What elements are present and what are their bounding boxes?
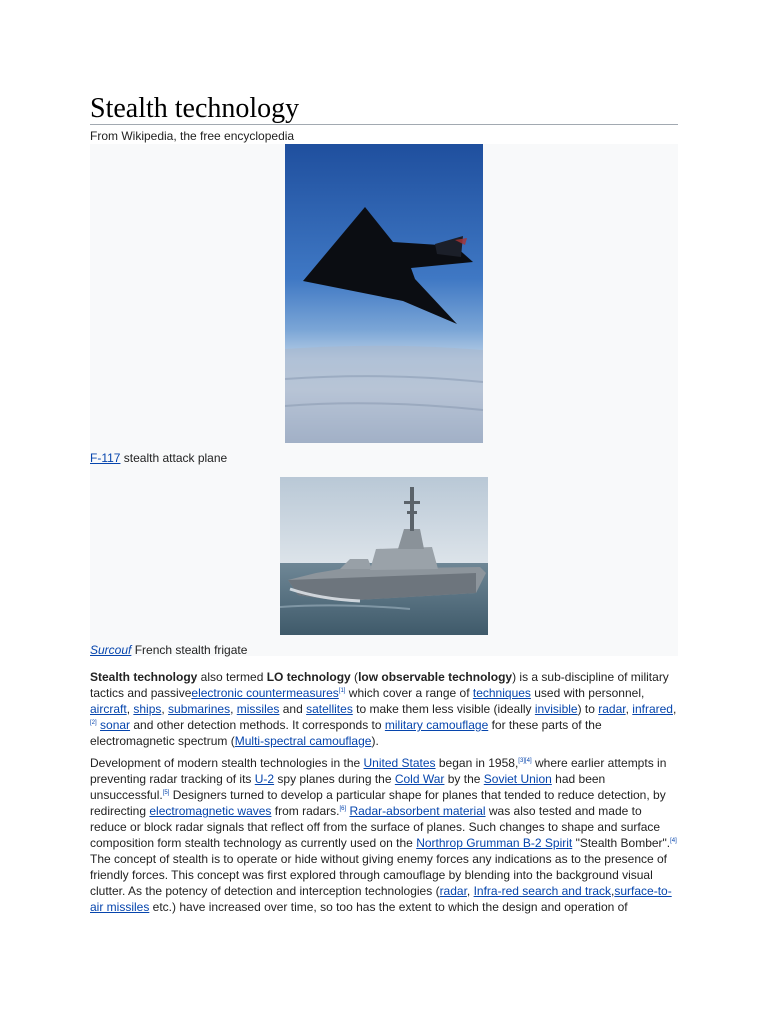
title-divider xyxy=(90,124,678,125)
ref-4[interactable]: [4] xyxy=(670,838,677,844)
link-radar[interactable]: radar xyxy=(598,702,626,716)
link-electronic-countermeasures[interactable]: electronic countermeasures xyxy=(191,686,339,700)
link-infrared[interactable]: infrared xyxy=(632,702,673,716)
link-missiles[interactable]: missiles xyxy=(236,702,280,716)
ref-2[interactable]: [2] xyxy=(90,720,97,726)
jet-caption: F-117 stealth attack plane xyxy=(90,451,228,465)
link-electromagnetic-waves[interactable]: electromagnetic waves xyxy=(149,804,272,818)
f117-photo xyxy=(285,144,483,443)
link-soviet-union[interactable]: Soviet Union xyxy=(483,772,552,786)
link-invisible[interactable]: invisible xyxy=(534,702,578,716)
f117-image xyxy=(285,144,483,443)
ref-1[interactable]: [1] xyxy=(338,688,346,694)
link-u2[interactable]: U-2 xyxy=(254,772,275,786)
frigate-caption: Surcouf French stealth frigate xyxy=(90,643,248,657)
link-radar-2[interactable]: radar xyxy=(439,884,467,898)
ref-3-4[interactable]: [3][4] xyxy=(518,758,532,764)
link-ships[interactable]: ships xyxy=(133,702,162,716)
page-title: Stealth technology xyxy=(90,93,300,124)
frigate-photo xyxy=(280,477,488,635)
surcouf-link[interactable]: Surcouf xyxy=(90,643,132,657)
development-paragraph: Development of modern stealth technologies in the United States began in 1958,[3][4] where earlier attempts in preventing radar tracking of its U-2 spy planes during the Cold War by the Soviet Union had been unsuccessful.[5] Designers turned to develop a particular shape for planes that tended to reduce detection, by redirecting electromagnetic waves from radars.[6] Radar-absorbent material was also tested and made to reduce or block radar signals that reflect off from the surface of planes. Such changes to shape and surface composition form stealth technology as currently used on the Northrop Grumman B-2 Spirit "Stealth Bomber".[4] The concept of stealth is to operate or hide without giving enemy forces any indications as to the presence of friendly forces. This concept was first explored through camouflage by blending into the background visual clutter. As the potency of detection and interception technologies (radar, Infra-red search and track,surface-to-air missiles etc.) have increased over time, so too has the extent to which the design and operation of xyxy=(90,756,677,914)
intro-paragraph: Stealth technology also termed LO technology (low observable technology) is a sub-discipline of military tactics and passiveelectronic countermeasures[1] which cover a range of techniques used with personnel, aircraft, ships, submarines, missiles and satellites to make them less visible (ideally invisible) to radar, infrared,[2] sonar and other detection methods. It corresponds to military camouflage for these parts of the electromagnetic spectrum (Multi-spectral camouflage). xyxy=(90,670,677,748)
infobox xyxy=(90,144,678,656)
f117-link[interactable]: F-117 xyxy=(90,451,121,465)
link-surface-to-air-missiles[interactable]: surface-to-air missiles xyxy=(90,884,672,914)
link-multi-spectral-camouflage[interactable]: Multi-spectral camouflage xyxy=(234,734,372,748)
link-techniques[interactable]: techniques xyxy=(472,686,531,700)
ref-6[interactable]: [6] xyxy=(339,806,347,812)
ref-5[interactable]: [5] xyxy=(162,790,170,796)
link-aircraft[interactable]: aircraft xyxy=(90,702,127,716)
link-cold-war[interactable]: Cold War xyxy=(394,772,445,786)
link-radar-absorbent-material[interactable]: Radar-absorbent material xyxy=(349,804,486,818)
link-sonar[interactable]: sonar xyxy=(100,718,131,732)
link-united-states[interactable]: United States xyxy=(363,756,436,770)
link-submarines[interactable]: submarines xyxy=(168,702,231,716)
link-irst[interactable]: Infra-red search and track xyxy=(473,884,611,898)
site-tagline: From Wikipedia, the free encyclopedia xyxy=(90,129,295,143)
link-satellites[interactable]: satellites xyxy=(306,702,353,716)
link-b2-spirit[interactable]: Northrop Grumman B-2 Spirit xyxy=(416,836,573,850)
link-military-camouflage[interactable]: military camouflage xyxy=(384,718,489,732)
surcouf-image xyxy=(280,477,488,635)
